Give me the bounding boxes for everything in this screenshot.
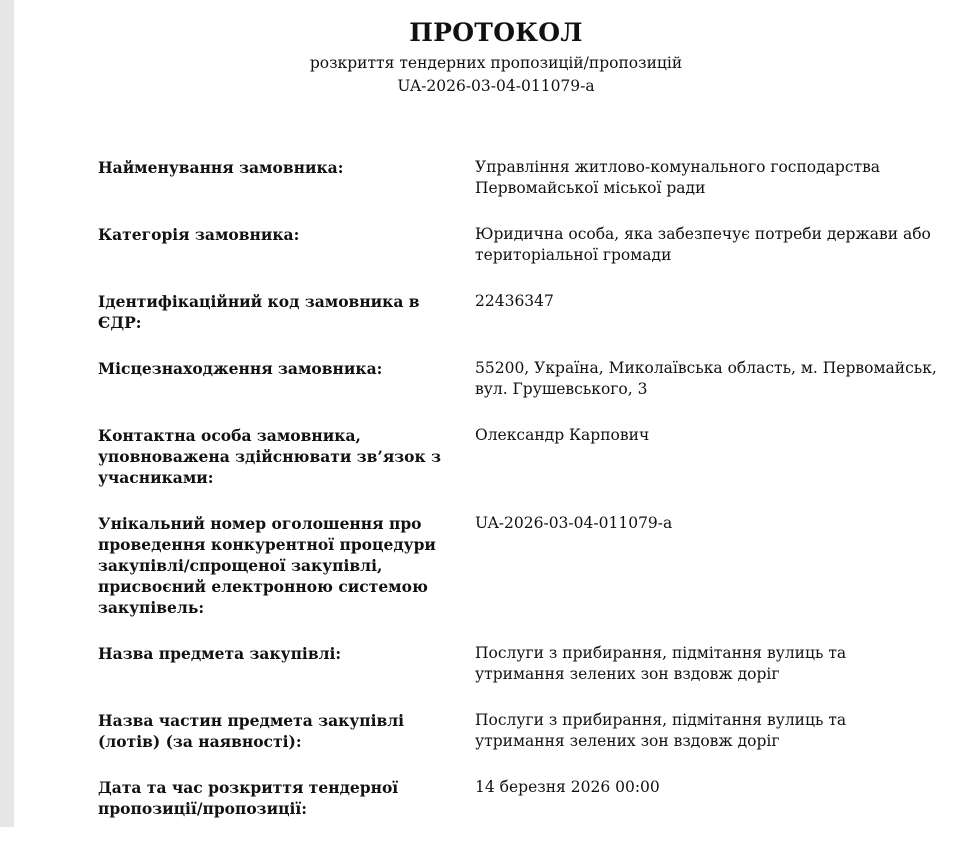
- field-label: Категорія замовника:: [98, 225, 300, 244]
- tender-id: UA-2026-03-04-011079-a: [397, 77, 595, 95]
- field-label: Місцезнаходження замовника:: [98, 359, 383, 378]
- field-value: Послуги з прибирання, підмітання вулиць та утримання зелених зон вздовж доріг: [475, 711, 847, 750]
- protocol-fields: [98, 157, 938, 844]
- field-value: Управління житлово-комунального господарства Первомайської міської ради: [475, 158, 881, 197]
- field-opening-datetime: [98, 777, 938, 819]
- field-customer-category: [98, 224, 938, 266]
- page-gutter: [0, 0, 14, 827]
- field-value: Юридична особа, яка забезпечує потреби держави або територіальної громади: [475, 225, 931, 264]
- document-page: [14, 0, 978, 827]
- field-label: Контактна особа замовника, уповноважена здійснювати зв’язок з учасниками:: [98, 426, 441, 487]
- field-label: Дата та час розкриття тендерної пропозиції/пропозиції:: [98, 778, 399, 818]
- field-label: Найменування замовника:: [98, 158, 344, 177]
- field-subject-name: [98, 643, 938, 685]
- field-value: 22436347: [475, 292, 554, 310]
- field-label: Ідентифікаційний код замовника в ЄДР:: [98, 292, 420, 332]
- field-value: UA-2026-03-04-011079-a: [475, 514, 673, 532]
- field-value: 14 березня 2026 00:00: [475, 778, 660, 796]
- document-subtitle: розкриття тендерних пропозицій/пропозицій: [309, 54, 683, 72]
- field-label: Унікальний номер оголошення про проведення конкурентної процедури закупівлі/спрощеної закупівлі, присвоєний електронною системою закупівель:: [98, 514, 436, 617]
- field-value: Послуги з прибирання, підмітання вулиць та утримання зелених зон вздовж доріг: [475, 644, 847, 683]
- field-procurement-id: [98, 513, 938, 618]
- field-value: Олександр Карпович: [475, 426, 650, 444]
- field-contact-person: [98, 425, 938, 488]
- field-label: Назва частин предмета закупівлі (лотів) (за наявності):: [98, 711, 405, 751]
- field-lots-name: [98, 710, 938, 752]
- field-value: 55200, Україна, Миколаївська область, м. Первомайськ, вул. Грушевського, 3: [475, 359, 937, 398]
- field-edrpou-code: [98, 291, 938, 333]
- document-title: ПРОТОКОЛ: [409, 18, 583, 47]
- field-customer-location: [98, 358, 938, 400]
- field-label: Назва предмета закупівлі:: [98, 644, 342, 663]
- field-customer-name: [98, 157, 938, 199]
